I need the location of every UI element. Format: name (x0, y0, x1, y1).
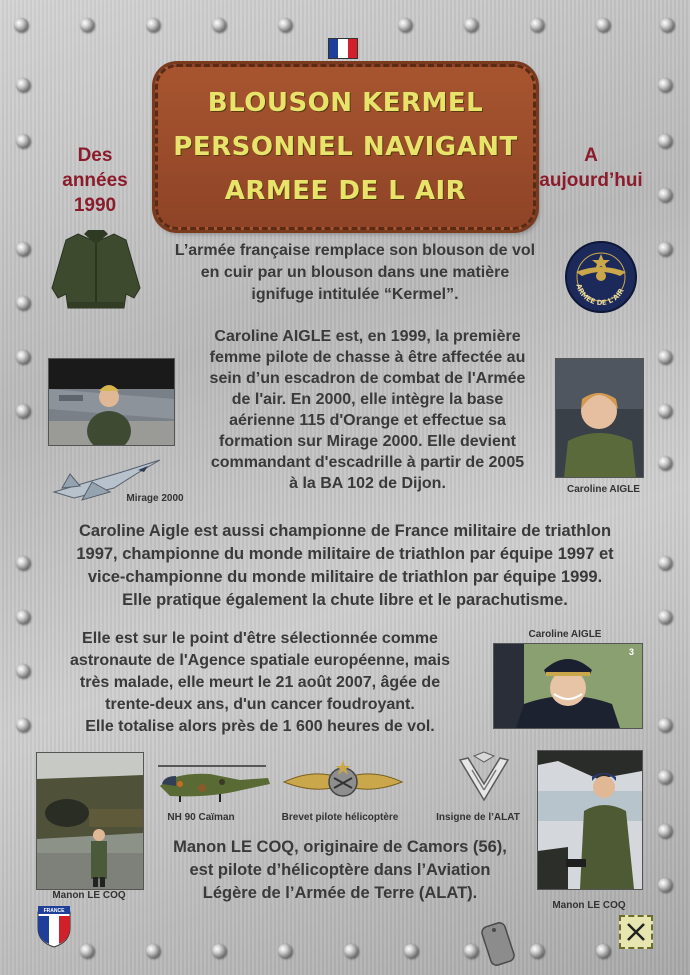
rivet (530, 944, 544, 958)
period-end-line: aujourd’hui (539, 170, 643, 191)
rivet (658, 456, 672, 470)
period-start-line: années (62, 170, 128, 191)
rivet (212, 18, 226, 32)
rivet (14, 18, 28, 32)
rivet (80, 944, 94, 958)
insigne-caption: Insigne de l’ALAT (436, 812, 520, 823)
alat-line: Légère de l’Armée de Terre (ALAT). (202, 884, 478, 902)
rivet (16, 350, 30, 364)
caroline-aigle-cockpit-photo (48, 358, 175, 446)
nh90-caption: NH 90 Caïman (167, 812, 235, 823)
aigle-line: de l'air. En 2000, elle intègre la base (231, 391, 504, 408)
aigle-line: à la BA 102 de Dijon. (289, 475, 446, 492)
rivet (16, 134, 30, 148)
astro-line: astronaute de l'Agence spatiale européenne, mais (70, 652, 450, 669)
rivet (658, 350, 672, 364)
manon-left-caption: Manon LE COQ (52, 890, 126, 901)
period-end-line: A (584, 145, 598, 166)
period-start-line: Des (77, 145, 113, 166)
intro-line: ignifuge intitulée “Kermel”. (251, 286, 459, 303)
rivet (212, 944, 226, 958)
dog-tag-icon (480, 920, 516, 968)
aigle-paragraph (175, 326, 560, 494)
manon-right-caption: Manon LE COQ (552, 900, 626, 911)
rivet (658, 78, 672, 92)
rivet (658, 718, 672, 732)
sport-line: Caroline Aigle est aussi championne de France militaire de triathlon (78, 522, 612, 540)
rivet (146, 18, 160, 32)
aigle-line: aérienne 115 d'Orange et effectue sa (229, 412, 506, 429)
sport-line: Elle pratique également la chute libre et le parachutisme. (122, 591, 568, 609)
period-end-label (535, 143, 647, 193)
rivet (658, 610, 672, 624)
intro-line: en cuir par un blouson dans une matière (200, 264, 510, 281)
rivet (16, 610, 30, 624)
astronaut-paragraph (30, 628, 490, 738)
rivet (398, 18, 412, 32)
aigle-line: femme pilote de chasse à être affectée au (209, 349, 526, 366)
rivet (596, 944, 610, 958)
aigle-line: formation sur Mirage 2000. Elle devient (219, 433, 516, 450)
manon-le-coq-cockpit-photo (537, 750, 643, 890)
rivet (344, 944, 358, 958)
kermel-jacket-image (48, 228, 144, 312)
rivet (596, 18, 610, 32)
sport-line: vice-championne du monde militaire de triathlon par équipe 1999. (87, 568, 603, 586)
caroline-aigle-portrait-photo (555, 358, 644, 478)
rivet (658, 770, 672, 784)
portrait-caption: Caroline AIGLE (567, 484, 640, 495)
badge-text: ARMEE DE L'AIR (574, 282, 626, 308)
title-line-1: BLOUSON KERMEL (207, 88, 484, 118)
shield-text: FRANCE (43, 908, 65, 914)
title-line-3: ARMEE DE L AIR (224, 176, 467, 206)
rivet (146, 944, 160, 958)
alat-insigne-icon (454, 750, 514, 806)
intro-paragraph (140, 240, 570, 306)
rivet (278, 18, 292, 32)
armee-de-l-air-badge (564, 240, 638, 314)
title-line-2: PERSONNEL NAVIGANT (173, 132, 518, 162)
rivet (16, 404, 30, 418)
manon-le-coq-helicopter-photo (36, 752, 144, 890)
rivet (16, 242, 30, 256)
astro-line: Elle est sur le point d'être sélectionnée comme (82, 630, 438, 647)
period-start-line: 1990 (73, 195, 117, 216)
rivet (16, 296, 30, 310)
sport-paragraph (30, 520, 660, 612)
rivet (278, 944, 292, 958)
aigle-officer-caption: Caroline AIGLE (528, 629, 602, 640)
alat-paragraph (140, 836, 540, 905)
mirage-caption: Mirage 2000 (126, 493, 184, 504)
caroline-aigle-officer-photo (493, 643, 643, 729)
astro-line: très malade, elle meurt le 21 août 2007, âgée de (79, 674, 441, 691)
nh90-caiman-image (150, 760, 274, 808)
aigle-line: commandant d'escadrille à partir de 2005 (210, 454, 525, 471)
rivet (660, 18, 674, 32)
aigle-line: sein d’un escadron de combat de l'Armée (209, 370, 526, 387)
french-flag-icon (328, 38, 358, 59)
rivet (16, 556, 30, 570)
astro-line: Elle totalise alors près de 1 600 heures de vol. (85, 718, 435, 735)
brevet-pilote-helicoptere-badge (280, 758, 406, 806)
rivet (80, 18, 94, 32)
intro-line: L’armée française remplace son blouson de vol (174, 242, 536, 259)
rivet (658, 404, 672, 418)
rivet (530, 18, 544, 32)
rivet (658, 188, 672, 202)
alat-line: est pilote d’hélicoptère dans l’Aviation (189, 861, 491, 879)
rivet (464, 944, 478, 958)
photo-number: 3 (628, 647, 634, 657)
rivet (404, 944, 418, 958)
rivet (658, 824, 672, 838)
title-patch (155, 64, 536, 230)
period-start-label (55, 143, 135, 218)
crossed-swords-patch-icon (619, 915, 653, 949)
rivet (658, 878, 672, 892)
rivet (16, 78, 30, 92)
aigle-line: Caroline AIGLE est, en 1999, la première (214, 328, 521, 345)
rivet (658, 242, 672, 256)
rivet (16, 718, 30, 732)
rivet (464, 18, 478, 32)
alat-line: Manon LE COQ, originaire de Camors (56), (173, 838, 507, 856)
rivet (658, 556, 672, 570)
astro-line: trente-deux ans, d'un cancer foudroyant. (105, 696, 415, 713)
rivet (658, 134, 672, 148)
brevet-caption: Brevet pilote hélicoptère (281, 812, 399, 823)
rivet (16, 664, 30, 678)
sport-line: 1997, championne du monde militaire de triathlon par équipe 1997 et (76, 545, 614, 563)
